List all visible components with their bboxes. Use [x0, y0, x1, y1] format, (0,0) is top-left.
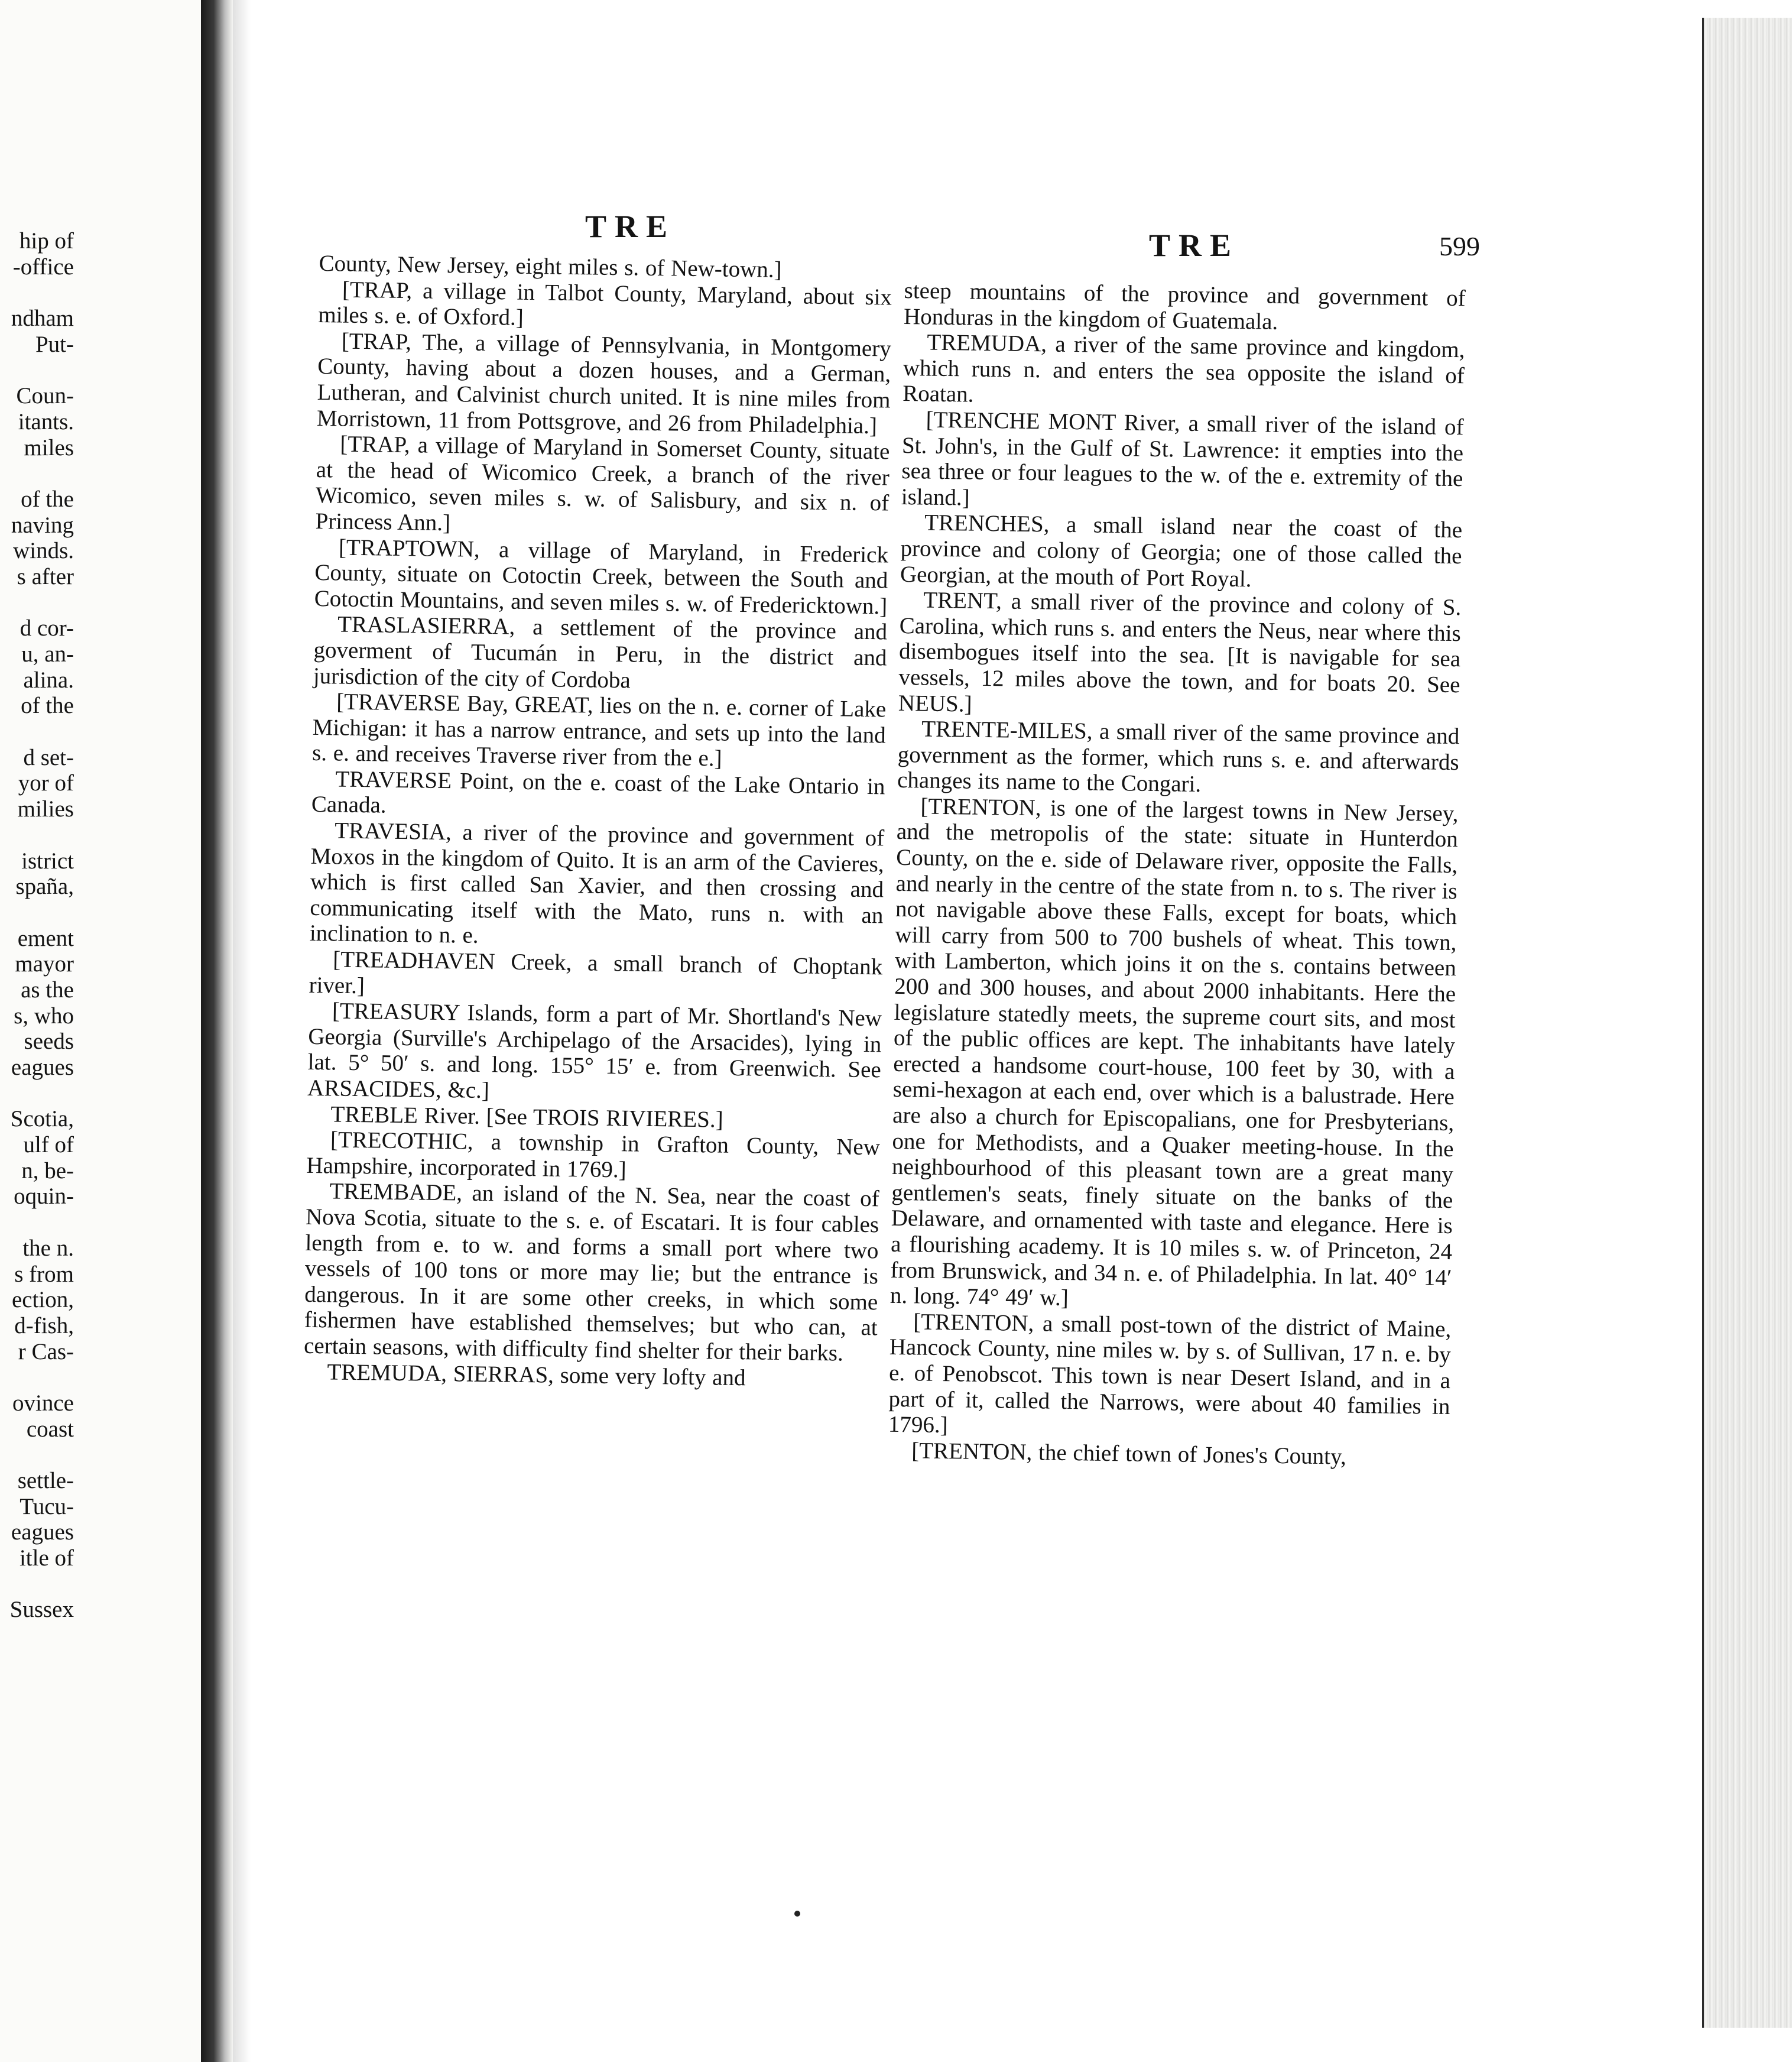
text-fragment [0, 1210, 74, 1236]
text-fragment: itants. [18, 408, 74, 435]
text-fragment: eagues [11, 1055, 74, 1080]
text-fragment: s, who [14, 1003, 74, 1029]
text-fragment: ulf of [23, 1132, 74, 1158]
text-fragment: of the [21, 693, 74, 719]
text-fragment: istrict [21, 848, 74, 874]
dictionary-entry: TREMUDA, SIERRAS, some very lofty and [327, 1359, 746, 1390]
running-head-right: TRE [1149, 228, 1240, 263]
text-fragment [0, 822, 74, 848]
dictionary-entry: County, New Jersey, eight miles s. of New-town.] [319, 251, 782, 283]
text-fragment: alina. [23, 667, 74, 693]
text-fragment [0, 1571, 74, 1597]
text-fragment: ection, [11, 1287, 74, 1313]
dictionary-entry: [TRAP, a village in Talbot County, Maryland, about six miles s. e. of Oxford.] [318, 277, 892, 331]
gutter-shadow [233, 0, 251, 2062]
dictionary-entry: [TRAVERSE Bay, GREAT, lies on the n. e. corner of Lake Michigan: it has a narrow entrance, and sets up into the land s. e. and receives Traverse river from the e.] [311, 689, 887, 771]
text-fragment [0, 900, 74, 926]
text-fragment: s after [17, 563, 74, 589]
text-fragment: Scotia, [10, 1106, 74, 1132]
text-fragment: n, be- [21, 1158, 74, 1184]
text-fragment: Coun- [16, 383, 74, 409]
right-column [888, 278, 1466, 1471]
dictionary-entry: [TREADHAVEN Creek, a small branch of Choptank river.] [309, 946, 883, 998]
dictionary-entry: [TRAP, a village of Maryland in Somerset County, situate at the head of Wicomico Creek, a branch of the river Wicomico, seven miles s. w. of Salisbury, and six n. of Princess Ann.] [315, 431, 890, 536]
text-fragment [0, 590, 74, 616]
text-fragment: ement [17, 925, 74, 951]
dictionary-entry: TRAVERSE Point, on the e. coast of the Lake Ontario in Canada. [311, 766, 885, 819]
text-fragment: eagues [11, 1519, 74, 1545]
text-fragment: yor of [18, 770, 74, 796]
dictionary-entry: [TRENTON, a small post-town of the district of Maine, Hancock County, nine miles w. by s. of Sullivan, 17 n. e. by e. of Penobscot. This town is near Desert Island, and in a part of it, called the Narrows, were about 40 families in 1796.] [888, 1309, 1452, 1438]
text-fragment [0, 280, 74, 306]
text-fragment: milies [17, 796, 74, 822]
left-page [0, 0, 201, 2062]
text-fragment: as the [21, 977, 74, 1003]
text-fragment: Sussex [9, 1597, 74, 1623]
dictionary-entry: TREMBADE, an island of the N. Sea, near the coast of Nova Scotia, situate to the s. e. of Escatari. It is four cables length from e. to w. and forms a small port where two vessels of 100 tons or more may lie; but the entrance is dangerous. In it are some other creeks, in which some fishermen have established themselves; but who can, at certain seasons, with difficulty find shelter for their barks. [303, 1178, 879, 1366]
dictionary-entry: TRAVESIA, a river of the province and government of Moxos in the kingdom of Quito. It is an arm of the Cavieres, which is first called San Xavier, and then crossing and communicating itself with the Mato, runs n. with an inclination to n. e. [309, 818, 885, 949]
dictionary-entry: steep mountains of the province and government of Honduras in the kingdom of Guatemala. [903, 278, 1466, 335]
text-fragment: miles [24, 435, 74, 461]
dictionary-entry: TRENT, a small river of the province and colony of S. Carolina, which runs s. and enters the Neus, near where this disembogues itself into the sea. [It is navigable for sea vessels, 12 miles above the town, and for boats 20. See NEUS.] [898, 587, 1462, 717]
dictionary-entry: [TRECOTHIC, a township in Grafton County, New Hampshire, incorporated in 1769.] [306, 1127, 881, 1183]
text-fragment [0, 1364, 74, 1390]
text-fragment: d cor- [20, 615, 74, 641]
page-number: 599 [1439, 231, 1480, 261]
text-fragment: hip of [19, 228, 74, 254]
text-fragment: settle- [17, 1468, 74, 1493]
dictionary-entry: TRENTE-MILES, a small river of the same province and government as the former, which runs s. e. and afterwards changes its name to the Congari. [897, 716, 1460, 797]
text-fragment: s from [14, 1261, 74, 1287]
page-mark [794, 1911, 800, 1917]
text-fragment: of the [21, 486, 74, 512]
text-fragment: coast [26, 1416, 74, 1442]
text-fragment: d set- [23, 744, 74, 770]
text-fragment [0, 719, 74, 745]
dictionary-entry: [TRENCHE MONT River, a small river of the island of St. John's, in the Gulf of St. Lawrence: it empties into the sea three or four leagues to the w. of the e. extremity of the island.] [901, 407, 1464, 511]
dictionary-entry: [TRENTON, the chief town of Jones's County, [911, 1438, 1347, 1470]
left-page-text-fragments [0, 228, 74, 1623]
running-head-left: TRE [585, 209, 676, 244]
text-fragment: naving [11, 512, 74, 538]
dictionary-entry: TRASLASIERRA, a settlement of the province and goverment of Tucumán in Peru, in the district and jurisdiction of the city of Cordoba [313, 611, 888, 693]
text-fragment: d-fish, [14, 1312, 74, 1338]
text-fragment [0, 461, 74, 487]
text-fragment [0, 357, 74, 383]
text-fragment [0, 1442, 74, 1468]
dictionary-entry: TREBLE River. [See TROIS RIVIERES.] [330, 1101, 723, 1133]
text-fragment: -office [12, 254, 74, 280]
text-fragment: u, an- [21, 641, 74, 667]
dictionary-entry: [TRAP, The, a village of Pennsylvania, in Montgomery County, having about a dozen houses, and a German, Lutheran, and Calvinist church united. It is nine miles from Morristown, 11 from Pottsgrove, and 26 from Philadelphia.] [316, 328, 892, 439]
left-column [303, 251, 892, 1392]
text-fragment: ndham [11, 306, 74, 332]
left-page-edge [201, 0, 233, 2062]
text-fragment: Put- [35, 331, 74, 357]
text-fragment: Tucu- [20, 1493, 74, 1519]
dictionary-entry: TRENCHES, a small island near the coast of the province and colony of Georgia; one of those called the Georgian, at the mouth of Port Royal. [900, 510, 1463, 592]
page-stack-edge [1702, 18, 1792, 2028]
text-fragment: ovince [12, 1390, 74, 1416]
text-fragment: seeds [24, 1029, 74, 1055]
text-fragment: winds. [13, 538, 74, 564]
text-fragment: r Cas- [18, 1338, 74, 1364]
text-fragment: spaña, [15, 874, 74, 900]
page-edge-line [1702, 18, 1704, 2028]
dictionary-entry: [TRENTON, is one of the largest towns in New Jersey, and the metropolis of the state: situate in Hunterdon County, on the e. side of Delaware river, opposite the Falls, and nearly in the centre of the state from n. to s. The river is not navigable above these Falls, except for boats, which will carry from 500 to 700 bushels of wheat. This town, with Lamberton, which joins it on the s. contains between 200 and 300 houses, and about 2000 inhabitants. Here the legislature statedly meets, the supreme court sits, and most of the public offices are kept. The inhabitants have lately erected a handsome court-house, 100 feet by 30, with a semi-hexagon at each end, over which is a balustrade. Here are also a church for Episcopalians, one for Presbyterians, one for Methodists, and a Quaker meeting-house. In the neighbourhood of this pleasant town are a great many gentlemen's seats, finely situate on the banks of the Delaware, and ornamented with taste and elegance. Here is a flourishing academy. It is 10 miles s. w. of Princeton, 24 from Brunswick, and 34 n. e. of Philadelphia. In lat. 40° 14′ n. long. 74° 49′ w.] [889, 793, 1459, 1311]
text-fragment: oquin- [14, 1184, 74, 1210]
text-fragment: itle of [19, 1545, 74, 1571]
text-fragment: mayor [15, 951, 74, 977]
text-fragment: the n. [22, 1235, 74, 1261]
text-fragment [0, 1081, 74, 1107]
dictionary-entry: [TREASURY Islands, form a part of Mr. Shortland's New Georgia (Surville's Archipelago of the Arsacides), lying in lat. 5° 50′ s. and long. 155° 15′ e. from Greenwich. See ARSACIDES, &c.] [307, 998, 882, 1104]
dictionary-entry: TREMUDA, a river of the same province and kingdom, which runs n. and enters the sea opposite the island of Roatan. [902, 329, 1465, 408]
dictionary-entry: [TRAPTOWN, a village of Maryland, in Frederick County, situate on Cotoctin Creek, between the South and Cotoctin Mountains, and seven miles s. w. of Fredericktown.] [314, 534, 889, 620]
